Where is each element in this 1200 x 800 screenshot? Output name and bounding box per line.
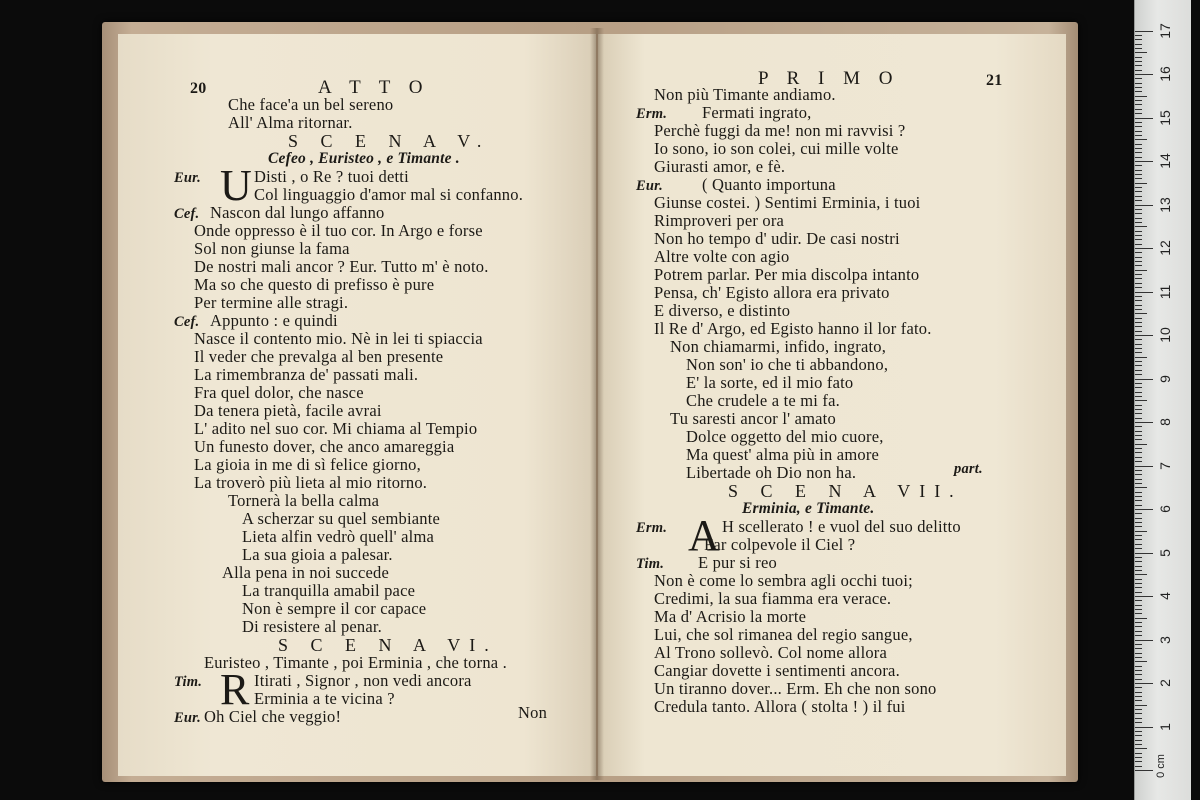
verse-line: Il veder che prevalga al ben presente xyxy=(194,347,444,366)
ruler-tick xyxy=(1135,104,1142,105)
ruler-tick xyxy=(1135,139,1147,140)
measuring-ruler xyxy=(1134,0,1191,800)
ruler-tick xyxy=(1135,496,1142,497)
ruler-tick xyxy=(1135,513,1142,514)
verse-line: Nasce il contento mio. Nè in lei ti spiaccia xyxy=(194,329,483,348)
ruler-tick xyxy=(1135,335,1153,336)
speaker-label: Erm. xyxy=(636,106,668,122)
ruler-tick xyxy=(1135,144,1142,145)
catchword: Non xyxy=(518,703,548,722)
ruler-tick xyxy=(1135,566,1142,567)
verse-line: Ma so che questo di prefisso è pure xyxy=(194,275,435,294)
verse-line: Far colpevole il Ciel ? xyxy=(704,535,856,554)
ruler-tick xyxy=(1135,666,1142,667)
ruler-tick xyxy=(1135,553,1153,554)
ruler-tick xyxy=(1135,157,1142,158)
ruler-tick xyxy=(1135,296,1142,297)
ruler-tick xyxy=(1135,200,1142,201)
ruler-tick xyxy=(1135,500,1142,501)
ruler-tick xyxy=(1135,109,1142,110)
ruler-tick xyxy=(1135,370,1142,371)
ruler-tick xyxy=(1135,418,1142,419)
ruler-tick xyxy=(1135,396,1142,397)
ruler-tick xyxy=(1135,766,1142,767)
running-head-left: A T T O xyxy=(318,77,430,98)
ruler-tick xyxy=(1135,379,1153,380)
ruler-tick xyxy=(1135,387,1142,388)
speaker-label: Tim. xyxy=(174,674,203,690)
ruler-tick xyxy=(1135,405,1142,406)
ruler-tick xyxy=(1135,692,1142,693)
speaker-label: Eur. xyxy=(174,170,202,186)
verse-line: H scellerato ! e vuol del suo delitto xyxy=(722,517,961,536)
ruler-tick xyxy=(1135,65,1142,66)
verse-line: E diverso, e distinto xyxy=(654,301,791,320)
speaker-label: Cef. xyxy=(174,206,200,222)
ruler-tick xyxy=(1135,544,1142,545)
ruler-tick xyxy=(1135,339,1142,340)
ruler-tick xyxy=(1135,574,1147,575)
ruler-tick xyxy=(1135,535,1142,536)
ruler-tick xyxy=(1135,31,1153,32)
ruler-tick xyxy=(1135,770,1153,771)
verse-line: Cangiar dovette i sentimenti ancora. xyxy=(654,661,900,680)
ruler-tick xyxy=(1135,52,1147,53)
ruler-tick xyxy=(1135,218,1142,219)
drop-cap: R xyxy=(220,665,250,714)
verse-line: Il Re d' Argo, ed Egisto hanno il lor fato. xyxy=(654,319,932,338)
character-list: Cefeo , Euristeo , e Timante . xyxy=(268,150,460,167)
ruler-tick xyxy=(1135,283,1142,284)
verse-line: De nostri mali ancor ? Eur. Tutto m' è noto. xyxy=(194,257,489,276)
ruler-tick xyxy=(1135,727,1153,728)
ruler-tick xyxy=(1135,131,1142,132)
ruler-tick xyxy=(1135,96,1147,97)
ruler-tick xyxy=(1135,383,1142,384)
ruler-tick xyxy=(1135,361,1142,362)
verse-line: Non ho tempo d' udir. De casi nostri xyxy=(654,229,900,248)
ruler-tick xyxy=(1135,209,1142,210)
ruler-tick xyxy=(1135,757,1142,758)
ruler-tick xyxy=(1135,674,1142,675)
verse-line: Onde oppresso è il tuo cor. In Argo e forse xyxy=(194,221,483,240)
verse-line: Disti , o Re ? tuoi detti xyxy=(254,167,409,186)
ruler-number: 15 xyxy=(1157,109,1173,126)
ruler-tick xyxy=(1135,57,1142,58)
ruler-number: 4 xyxy=(1157,592,1173,600)
ruler-tick xyxy=(1135,457,1142,458)
verse-line: A scherzar su quel sembiante xyxy=(242,509,441,528)
ruler-number: 7 xyxy=(1157,461,1173,470)
ruler-number: 1 xyxy=(1157,722,1173,731)
verse-line: La sua gioia a palesar. xyxy=(242,545,393,564)
left-page xyxy=(118,34,596,776)
ruler-tick xyxy=(1135,83,1142,84)
verse-line: La tranquilla amabil pace xyxy=(242,581,416,600)
ruler-tick xyxy=(1135,313,1147,314)
character-list: Erminia, e Timante. xyxy=(742,500,875,517)
ruler-tick xyxy=(1135,431,1142,432)
page-number-left: 20 xyxy=(190,80,207,97)
ruler-number: 10 xyxy=(1157,327,1173,343)
ruler-tick xyxy=(1135,483,1142,484)
ruler-tick xyxy=(1135,531,1147,532)
ruler-number: 14 xyxy=(1157,153,1173,169)
ruler-tick xyxy=(1135,270,1147,271)
ruler-number: 2 xyxy=(1157,679,1173,687)
verse-line: Un funesto dover, che anco amareggia xyxy=(194,437,455,456)
ruler-tick xyxy=(1135,100,1142,101)
verse-line: Giurasti amor, e fè. xyxy=(654,157,786,176)
ruler-tick xyxy=(1135,461,1142,462)
ruler-tick xyxy=(1135,426,1142,427)
ruler-tick xyxy=(1135,600,1142,601)
ruler-tick xyxy=(1135,274,1142,275)
verse-line: Sol non giunse la fama xyxy=(194,239,350,258)
ruler-number: 11 xyxy=(1157,284,1173,299)
ruler-tick xyxy=(1135,713,1142,714)
ruler-tick xyxy=(1135,213,1142,214)
drop-cap: A xyxy=(688,511,720,560)
verse-line: Non è come lo sembra agli occhi tuoi; xyxy=(654,571,913,590)
ruler-tick xyxy=(1135,300,1142,301)
ruler-tick xyxy=(1135,718,1142,719)
ruler-tick xyxy=(1135,740,1142,741)
ruler-tick xyxy=(1135,705,1147,706)
ruler-tick xyxy=(1135,265,1142,266)
ruler-tick xyxy=(1135,487,1147,488)
ruler-tick xyxy=(1135,753,1142,754)
verse-line: Non è sempre il cor capace xyxy=(242,599,427,618)
ruler-tick xyxy=(1135,322,1142,323)
verse-line: La gioia in me di sì felice giorno, xyxy=(194,455,421,474)
scene-heading: S C E N A VII. xyxy=(728,481,963,501)
verse-line: Tornerà la bella calma xyxy=(228,491,380,510)
verse-line: Fermati ingrato, xyxy=(702,103,812,122)
ruler-tick xyxy=(1135,631,1142,632)
ruler-tick xyxy=(1135,191,1142,192)
ruler-tick xyxy=(1135,618,1147,619)
scene-heading: S C E N A V. xyxy=(288,131,491,151)
ruler-tick xyxy=(1135,452,1142,453)
ruler-tick xyxy=(1135,539,1142,540)
ruler-tick xyxy=(1135,205,1153,206)
verse-line: Dolce oggetto del mio cuore, xyxy=(686,427,884,446)
ruler-tick xyxy=(1135,165,1142,166)
ruler-tick xyxy=(1135,187,1142,188)
verse-line: Oh Ciel che veggio! xyxy=(204,707,342,726)
ruler-tick xyxy=(1135,670,1142,671)
verse-line: Ma quest' alma più in amore xyxy=(686,445,880,464)
ruler-unit-label: 0 cm xyxy=(1154,754,1167,778)
ruler-tick xyxy=(1135,679,1142,680)
ruler-number: 9 xyxy=(1157,374,1173,383)
ruler-tick xyxy=(1135,318,1142,319)
verse-line: La troverò più lieta al mio ritorno. xyxy=(194,473,428,492)
ruler-tick xyxy=(1135,48,1142,49)
verse-line: E pur si reo xyxy=(698,553,777,572)
book-gutter xyxy=(590,28,604,780)
ruler-tick xyxy=(1135,474,1142,475)
ruler-tick xyxy=(1135,39,1142,40)
verse-line: Perchè fuggi da me! non mi ravvisi ? xyxy=(654,121,906,140)
ruler-tick xyxy=(1135,592,1142,593)
verse-line: Che face'a un bel sereno xyxy=(228,95,394,114)
ruler-tick xyxy=(1135,518,1142,519)
ruler-tick xyxy=(1135,744,1142,745)
ruler-tick xyxy=(1135,587,1142,588)
ruler-tick xyxy=(1135,479,1142,480)
ruler-tick xyxy=(1135,148,1142,149)
ruler-tick xyxy=(1135,287,1142,288)
ruler-tick xyxy=(1135,365,1142,366)
verse-line: Di resistere al penar. xyxy=(242,617,383,636)
verse-line: Lui, che sol rimanea del regio sangue, xyxy=(654,625,913,644)
ruler-tick xyxy=(1135,735,1142,736)
verse-line: L' adito nel suo cor. Mi chiama al Tempio xyxy=(194,419,478,438)
ruler-tick xyxy=(1135,196,1142,197)
ruler-tick xyxy=(1135,439,1142,440)
running-head-right: P R I M O xyxy=(758,68,900,89)
verse-line: La rimembranza de' passati mali. xyxy=(194,365,419,384)
ruler-tick xyxy=(1135,118,1153,119)
ruler-tick xyxy=(1135,239,1142,240)
ruler-number: 13 xyxy=(1157,196,1173,213)
verse-line: Tu saresti ancor l' amato xyxy=(670,409,836,428)
verse-line: Nascon dal lungo affanno xyxy=(210,203,385,222)
verse-line: Rimproveri per ora xyxy=(654,211,785,230)
verse-line: Da tenera pietà, facile avrai xyxy=(194,401,382,420)
ruler-tick xyxy=(1135,657,1142,658)
verse-line: Altre volte con agio xyxy=(654,247,790,266)
ruler-tick xyxy=(1135,522,1142,523)
ruler-tick xyxy=(1135,78,1142,79)
verse-line: ( Quanto importuna xyxy=(702,175,836,194)
ruler-tick xyxy=(1135,235,1142,236)
ruler-tick xyxy=(1135,126,1142,127)
verse-line: Non chiamarmi, infido, ingrato, xyxy=(670,337,887,356)
verse-line: Credimi, la sua fiamma era verace. xyxy=(654,589,892,608)
ruler-tick xyxy=(1135,178,1142,179)
ruler-tick xyxy=(1135,687,1142,688)
ruler-tick xyxy=(1135,557,1142,558)
ruler-tick xyxy=(1135,44,1142,45)
ruler-tick xyxy=(1135,635,1142,636)
ruler-tick xyxy=(1135,374,1142,375)
ruler-tick xyxy=(1135,640,1153,641)
ruler-tick xyxy=(1135,344,1142,345)
verse-line: Credula tanto. Allora ( stolta ! ) il fui xyxy=(654,697,906,716)
verse-line: Per termine alle stragi. xyxy=(194,293,349,312)
page-number-right: 21 xyxy=(986,72,1003,89)
ruler-number: 12 xyxy=(1157,240,1173,256)
ruler-tick xyxy=(1135,222,1142,223)
ruler-tick xyxy=(1135,422,1153,423)
ruler-tick xyxy=(1135,661,1147,662)
ruler-tick xyxy=(1135,161,1153,162)
ruler-tick xyxy=(1135,731,1142,732)
ruler-number: 8 xyxy=(1157,418,1173,426)
ruler-tick xyxy=(1135,466,1153,467)
ruler-tick xyxy=(1135,331,1142,332)
ruler-tick xyxy=(1135,448,1142,449)
ruler-tick xyxy=(1135,292,1153,293)
ruler-number: 17 xyxy=(1157,22,1173,39)
ruler-tick xyxy=(1135,113,1142,114)
ruler-tick xyxy=(1135,722,1142,723)
ruler-tick xyxy=(1135,683,1153,684)
right-page xyxy=(598,34,1066,776)
ruler-tick xyxy=(1135,87,1142,88)
ruler-tick xyxy=(1135,152,1142,153)
ruler-tick xyxy=(1135,609,1142,610)
ruler-tick xyxy=(1135,183,1147,184)
speaker-label: Tim. xyxy=(636,556,665,572)
verse-line: Che crudele a te mi fa. xyxy=(686,391,840,410)
verse-line: Potrem parlar. Per mia discolpa intanto xyxy=(654,265,920,284)
ruler-tick xyxy=(1135,644,1142,645)
ruler-tick xyxy=(1135,596,1153,597)
ruler-tick xyxy=(1135,400,1147,401)
verse-line: Appunto : e quindi xyxy=(210,311,338,330)
ruler-tick xyxy=(1135,61,1142,62)
ruler-tick xyxy=(1135,605,1142,606)
verse-line: Col linguaggio d'amor mal si confanno. xyxy=(254,185,524,204)
verse-line: Alla pena in noi succede xyxy=(222,563,389,582)
speaker-label: Cef. xyxy=(174,314,200,330)
verse-line: Ma d' Acrisio la morte xyxy=(654,607,807,626)
verse-line: Non son' io che ti abbandono, xyxy=(686,355,889,374)
ruler-tick xyxy=(1135,305,1142,306)
ruler-tick xyxy=(1135,74,1153,75)
stage-direction-part: part. xyxy=(954,461,983,477)
ruler-tick xyxy=(1135,231,1142,232)
ruler-tick xyxy=(1135,748,1147,749)
ruler-tick xyxy=(1135,91,1142,92)
ruler-tick xyxy=(1135,409,1142,410)
verse-line: Fra quel dolor, che nasce xyxy=(194,383,364,402)
ruler-tick xyxy=(1135,261,1142,262)
ruler-tick xyxy=(1135,626,1142,627)
ruler-tick xyxy=(1135,348,1142,349)
ruler-tick xyxy=(1135,122,1142,123)
ruler-number: 5 xyxy=(1157,548,1173,557)
verse-line: Itirati , Signor , non vedi ancora xyxy=(254,671,472,690)
ruler-tick xyxy=(1135,309,1142,310)
ruler-tick xyxy=(1135,653,1142,654)
ruler-tick xyxy=(1135,244,1142,245)
ruler-tick xyxy=(1135,570,1142,571)
verse-line: All' Alma ritornar. xyxy=(228,113,353,132)
ruler-tick xyxy=(1135,248,1153,249)
ruler-tick xyxy=(1135,583,1142,584)
speaker-label: Eur. xyxy=(174,710,202,726)
ruler-tick xyxy=(1135,326,1142,327)
verse-line: Giunse costei. ) Sentimi Erminia, i tuoi xyxy=(654,193,921,212)
ruler-tick xyxy=(1135,709,1142,710)
ruler-tick xyxy=(1135,505,1142,506)
ruler-number: 16 xyxy=(1157,66,1173,82)
verse-line: E' la sorte, ed il mio fato xyxy=(686,373,854,392)
ruler-tick xyxy=(1135,509,1153,510)
ruler-number: 3 xyxy=(1157,635,1173,644)
verse-line: Pensa, ch' Egisto allora era privato xyxy=(654,283,890,302)
ruler-tick xyxy=(1135,648,1142,649)
ruler-tick xyxy=(1135,352,1142,353)
verse-line: Un tiranno dover... Erm. Eh che non sono xyxy=(654,679,937,698)
verse-line: Al Trono sollevò. Col nome allora xyxy=(654,643,888,662)
ruler-tick xyxy=(1135,470,1142,471)
ruler-tick xyxy=(1135,526,1142,527)
ruler-tick xyxy=(1135,579,1142,580)
ruler-tick xyxy=(1135,226,1147,227)
ruler-tick xyxy=(1135,492,1142,493)
ruler-tick xyxy=(1135,622,1142,623)
speaker-label: Erm. xyxy=(636,520,668,536)
ruler-tick xyxy=(1135,257,1142,258)
verse-line: Libertade oh Dio non ha. xyxy=(686,463,857,482)
ruler-tick xyxy=(1135,561,1142,562)
verse-line: Euristeo , Timante , poi Erminia , che torna . xyxy=(204,653,507,672)
verse-line: Erminia a te vicina ? xyxy=(254,689,395,708)
verse-line: Non più Timante andiamo. xyxy=(654,85,836,104)
ruler-tick xyxy=(1135,357,1147,358)
ruler-tick xyxy=(1135,413,1142,414)
ruler-tick xyxy=(1135,35,1142,36)
ruler-tick xyxy=(1135,70,1142,71)
ruler-tick xyxy=(1135,548,1142,549)
ruler-tick xyxy=(1135,278,1142,279)
ruler-number: 6 xyxy=(1157,505,1173,513)
drop-cap: U xyxy=(220,161,252,210)
ruler-tick xyxy=(1135,135,1142,136)
ruler-tick xyxy=(1135,613,1142,614)
ruler-tick xyxy=(1135,252,1142,253)
ruler-tick xyxy=(1135,444,1147,445)
verse-line: Lieta alfin vedrò quell' alma xyxy=(242,527,435,546)
ruler-tick xyxy=(1135,392,1142,393)
ruler-tick xyxy=(1135,696,1142,697)
scene-heading: S C E N A VI. xyxy=(278,635,498,655)
speaker-label: Eur. xyxy=(636,178,664,194)
ruler-tick xyxy=(1135,761,1142,762)
verse-line: Io sono, io son colei, cui mille volte xyxy=(654,139,899,158)
ruler-tick xyxy=(1135,170,1142,171)
ruler-tick xyxy=(1135,700,1142,701)
ruler-tick xyxy=(1135,435,1142,436)
ruler-tick xyxy=(1135,174,1142,175)
